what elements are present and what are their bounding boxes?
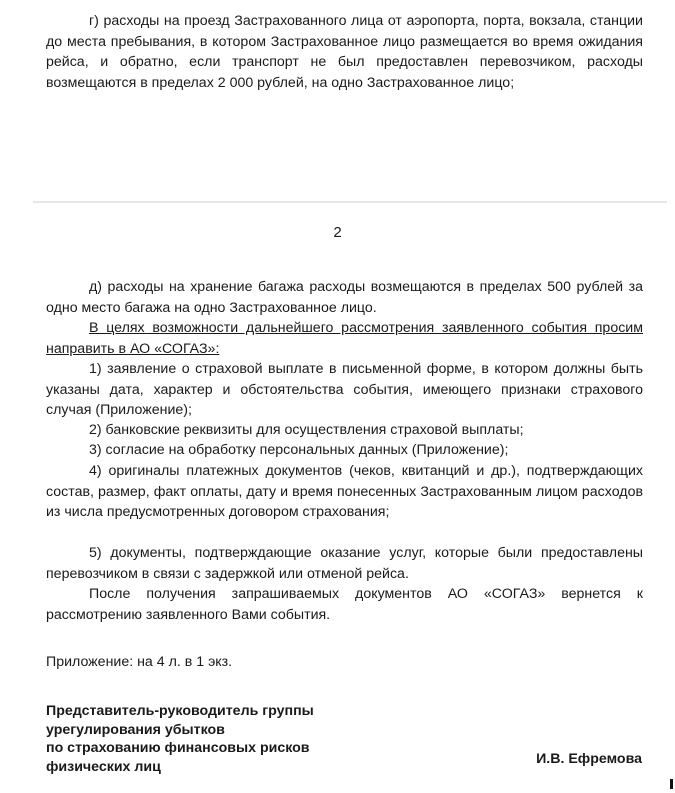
- attachment-note: Приложение: на 4 л. в 1 экз.: [46, 654, 233, 670]
- page-number: 2: [333, 224, 342, 241]
- document-item-3: 3) согласие на обработку персональных данных (Приложение);: [89, 442, 509, 458]
- item-g-paragraph: г) расходы на проезд Застрахованного лица от аэропорта, порта, вокзала, станции до места пребывания, в котором Застрахованное лицо размещается во время ожидания рейса, и обратно, если транспорт не был предоставлен перевозчиком, расходы возмещаются в пределах 2 000 рублей, на одно Застрахованное лицо;: [46, 13, 643, 91]
- signatory-title-line: Представитель-руководитель группы: [46, 703, 314, 719]
- document-item-2: 2) банковские реквизиты для осуществления страховой выплаты;: [89, 422, 524, 438]
- item-d-paragraph: д) расходы на хранение багажа расходы возмещаются в пределах 500 рублей за одно место багажа на одно Застрахованное лицо.: [46, 279, 643, 316]
- signatory-name: И.В. Ефремова: [536, 751, 642, 767]
- document-item-1: 1) заявление о страховой выплате в письменной форме, в котором должны быть указаны дата, характер и обстоятельства события, имеющего признаки страхового случая (Приложение);: [46, 361, 643, 418]
- signatory-title-line: физических лиц: [46, 758, 161, 775]
- closing-paragraph: После получения запрашиваемых документов АО «СОГАЗ» вернется к рассмотрению заявленного Вами события.: [46, 586, 643, 623]
- page-break-divider: [33, 201, 667, 203]
- document-item-5: 5) документы, подтверждающие оказание услуг, которые были предоставлены перевозчиком в связи с задержкой или отменой рейса.: [46, 545, 643, 582]
- signatory-title-line: по страхованию финансовых рисков: [46, 740, 310, 756]
- request-intro: В целях возможности дальнейшего рассмотрения заявленного события просим направить в АО «СОГАЗ»:: [46, 320, 643, 357]
- signatory-title: [46, 702, 314, 776]
- document-item-4: 4) оригиналы платежных документов (чеков, квитанций и др.), подтверждающих состав, размер, факт оплаты, дату и время понесенных Застрахованным лицом расходов из числа предусмотренных договором страхования;: [46, 463, 643, 520]
- scan-edge-mark: [670, 779, 673, 789]
- signatory-title-line: урегулирования убытков: [46, 721, 225, 738]
